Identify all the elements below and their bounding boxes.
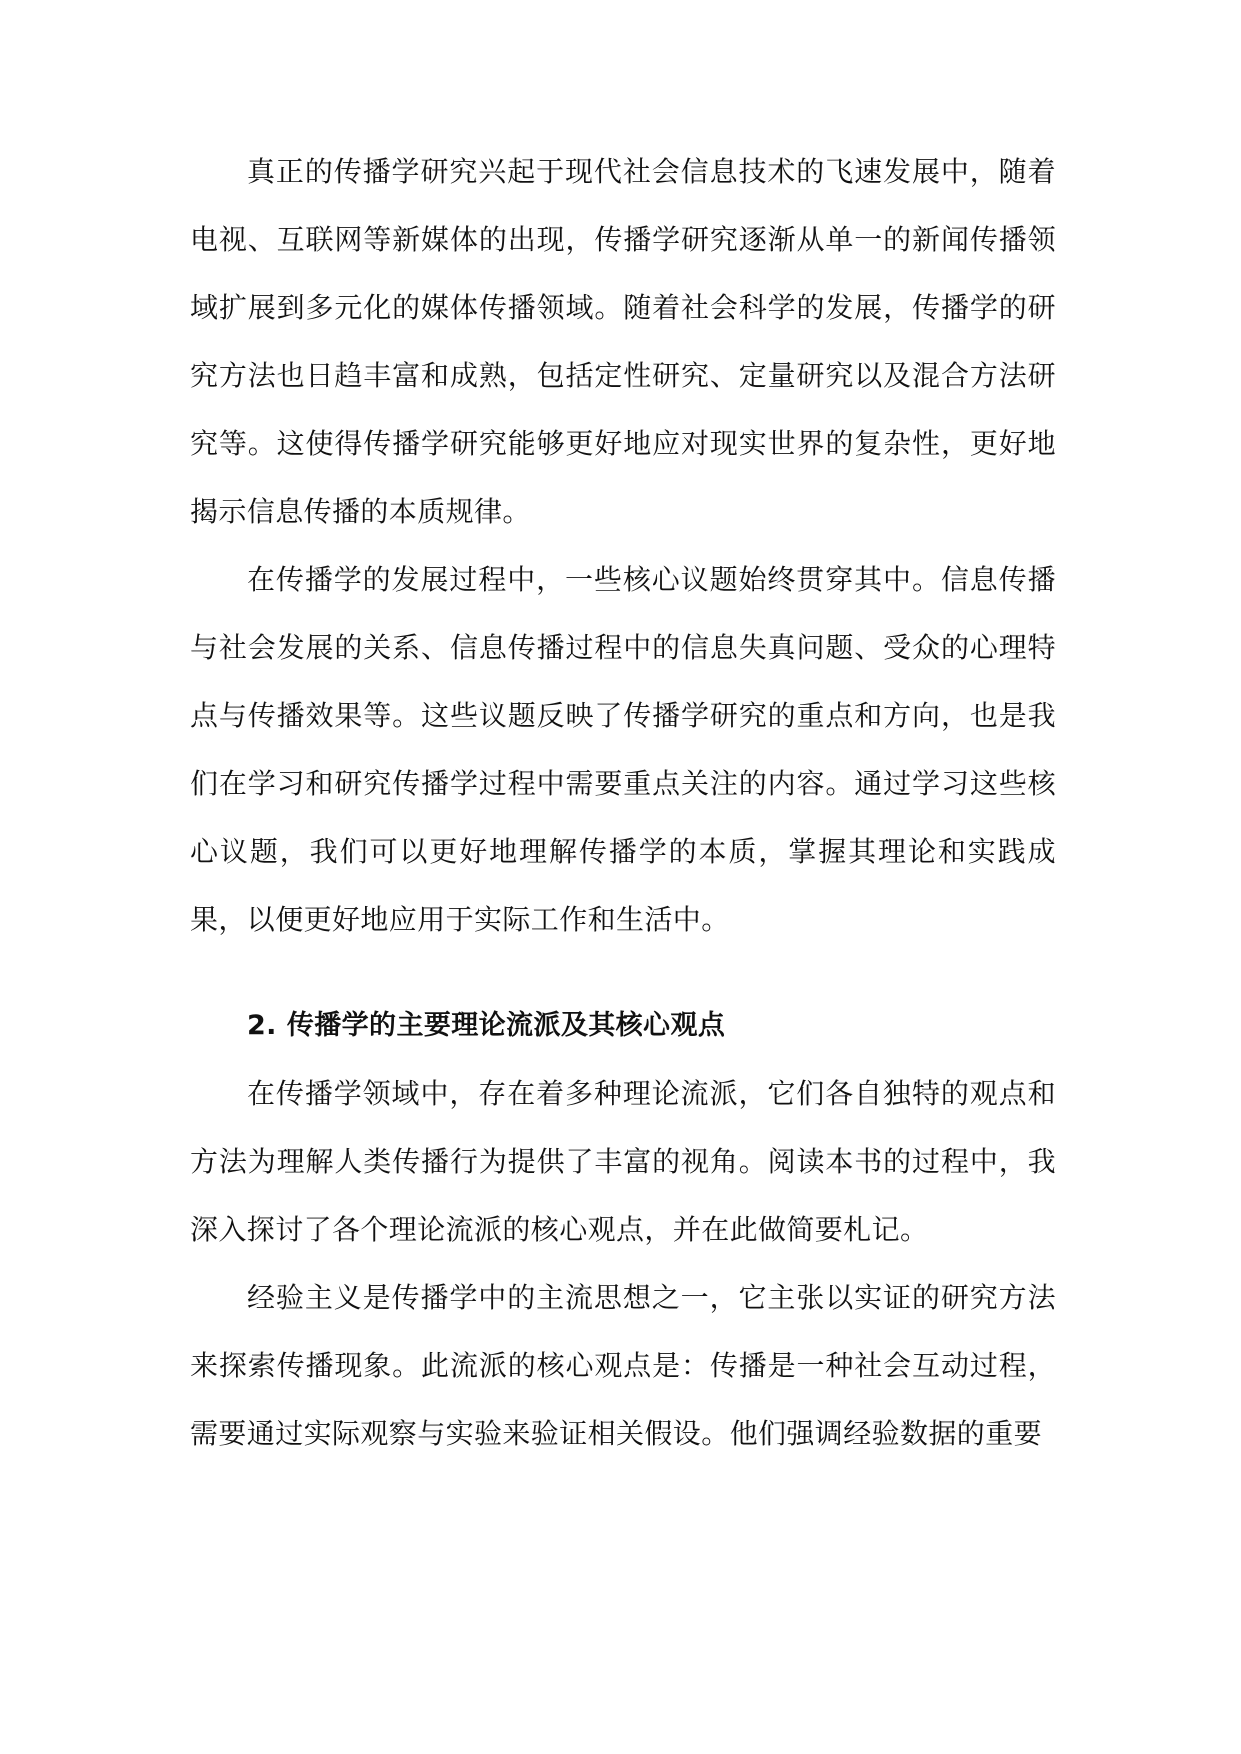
section-heading bbox=[190, 992, 1056, 1060]
section-title: 传播学的主要理论流派及其核心观点 bbox=[286, 1010, 726, 1041]
paragraph-theory-schools: 在传播学领域中，存在着多种理论流派，它们各自独特的观点和方法为理解人类传播行为提供了丰富的视角。阅读本书的过程中，我深入探讨了各个理论流派的核心观点，并在此做简要札记。 bbox=[190, 1077, 1056, 1246]
section-number: 2. bbox=[247, 1010, 277, 1041]
paragraph-empiricism: 经验主义是传播学中的主流思想之一，它主张以实证的研究方法来探索传播现象。此流派的核心观点是：传播是一种社会互动过程，需要通过实际观察与实验来验证相关假设。他们强调经验数据的重要 bbox=[190, 1281, 1056, 1450]
paragraph-research-rise: 真正的传播学研究兴起于现代社会信息技术的飞速发展中，随着电视、互联网等新媒体的出现，传播学研究逐渐从单一的新闻传播领域扩展到多元化的媒体传播领域。随着社会科学的发展，传播学的研究方法也日趋丰富和成熟，包括定性研究、定量研究以及混合方法研究等。这使得传播学研究能够更好地应对现实世界的复杂性，更好地揭示信息传播的本质规律。 bbox=[190, 155, 1056, 528]
paragraph-core-issues: 在传播学的发展过程中，一些核心议题始终贯穿其中。信息传播与社会发展的关系、信息传播过程中的信息失真问题、受众的心理特点与传播效果等。这些议题反映了传播学研究的重点和方向，也是我们在学习和研究传播学过程中需要重点关注的内容。通过学习这些核心议题，我们可以更好地理解传播学的本质，掌握其理论和实践成果，以便更好地应用于实际工作和生活中。 bbox=[190, 563, 1056, 936]
document-body bbox=[190, 138, 1056, 1468]
